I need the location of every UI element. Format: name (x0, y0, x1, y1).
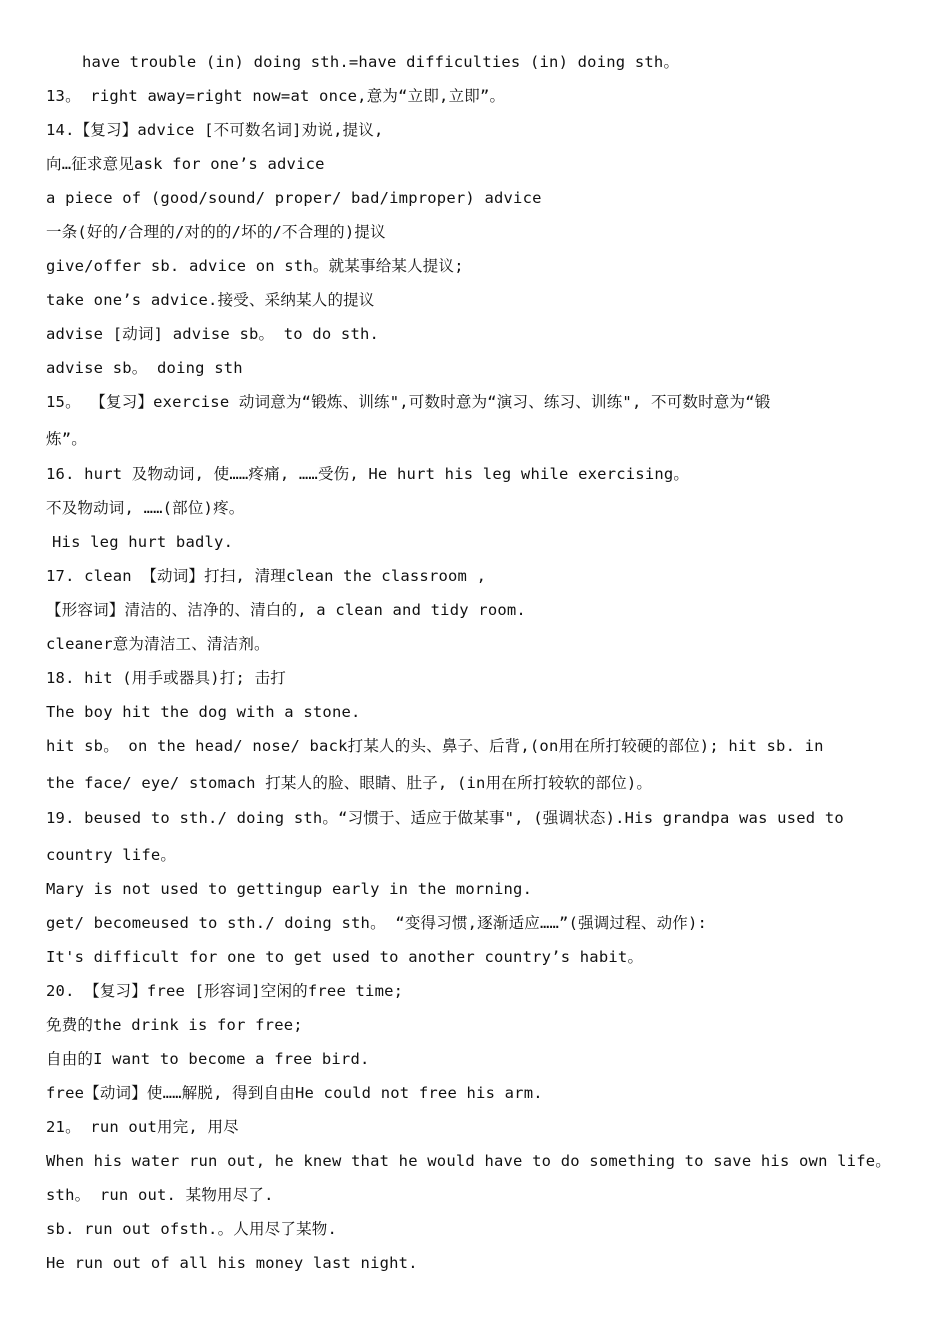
text-line: His leg hurt badly. (52, 533, 234, 551)
text-line: When his water run out, he knew that he would have to do something to save his own life。 (46, 1152, 891, 1170)
text-line: 20. 【复习】free [形容词]空闲的free time; (46, 982, 404, 1000)
text-line: advise [动词] advise sb。 to do sth. (46, 325, 380, 343)
text-line: the face/ eye/ stomach 打某人的脸、眼睛、肚子, (in用在所打较软的部位)。 (46, 774, 653, 792)
text-line: 一条(好的/合理的/对的的/坏的/不合理的)提议 (46, 223, 386, 241)
text-line: The boy hit the dog with a stone. (46, 703, 361, 721)
text-line: 21。 run out用完, 用尽 (46, 1118, 239, 1136)
text-line: 自由的I want to become a free bird. (46, 1050, 370, 1068)
text-line: 17. clean 【动词】打扫, 清理clean the classroom , (46, 567, 487, 585)
text-line: He run out of all his money last night. (46, 1254, 418, 1272)
text-line: 13。 right away=right now=at once,意为“立即,立即”。 (46, 87, 506, 105)
text-line: 16. hurt 及物动词, 使……疼痛, ……受伤, He hurt his leg while exercising。 (46, 465, 690, 483)
text-line: It's difficult for one to get used to another country’s habit。 (46, 948, 644, 966)
text-line: cleaner意为清洁工、清洁剂。 (46, 635, 270, 653)
text-line: advise sb。 doing sth (46, 359, 243, 377)
text-line: Mary is not used to gettingup early in the morning. (46, 880, 533, 898)
text-line: 免费的the drink is for free; (46, 1016, 303, 1034)
text-line: sth。 run out. 某物用尽了. (46, 1186, 274, 1204)
text-line: 15。 【复习】exercise 动词意为“锻炼、训练",可数时意为“演习、练习、训练", 不可数时意为“锻 (46, 393, 771, 411)
text-line: take one’s advice.接受、采纳某人的提议 (46, 291, 375, 309)
text-line: 向…征求意见ask for one’s advice (46, 155, 325, 173)
text-line: get/ becomeused to sth./ doing sth。 “变得习惯,逐渐适应……”(强调过程、动作): (46, 914, 708, 932)
text-line: a piece of (good/sound/ proper/ bad/improper) advice (46, 189, 542, 207)
text-line: 不及物动词, ……(部位)疼。 (46, 499, 245, 517)
text-line: give/offer sb. advice on sth。就某事给某人提议; (46, 257, 464, 275)
text-line: 炼”。 (46, 430, 87, 448)
text-line: hit sb。 on the head/ nose/ back打某人的头、鼻子、后背,(on用在所打较硬的部位); hit sb. in (46, 737, 824, 755)
text-line: have trouble (in) doing sth.=have difficulties (in) doing sth。 (82, 53, 680, 71)
text-line: sb. run out ofsth.。人用尽了某物. (46, 1220, 338, 1238)
text-line: free【动词】使……解脱, 得到自由He could not free his arm. (46, 1084, 543, 1102)
text-line: 【形容词】清洁的、洁净的、清白的, a clean and tidy room. (46, 601, 526, 619)
text-line: 18. hit (用手或器具)打; 击打 (46, 669, 286, 687)
text-line: 14.【复习】advice [不可数名词]劝说,提议, (46, 121, 384, 139)
text-line: country life。 (46, 846, 177, 864)
text-line: 19. beused to sth./ doing sth。“习惯于、适应于做某事", (强调状态).His grandpa was used to (46, 809, 844, 827)
